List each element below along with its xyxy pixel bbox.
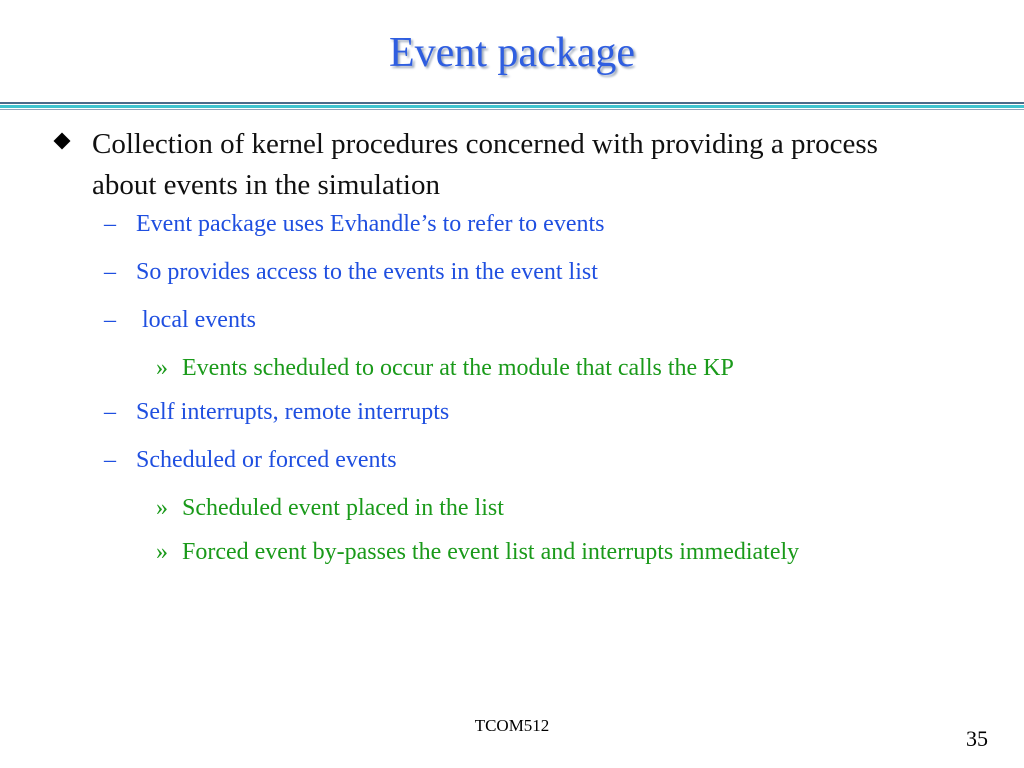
sub-item-text: local events <box>136 307 256 333</box>
sub-sub-item-text: Forced event by-passes the event list and interrupts immediately <box>182 539 800 565</box>
title-divider-line <box>0 102 1024 104</box>
sub-item-text: Scheduled or forced events <box>136 447 397 473</box>
main-bullet-text: Collection of kernel procedures concerned with providing a process about events in the simulation <box>92 128 878 201</box>
sub-item <box>104 398 449 426</box>
sub-item <box>104 306 256 334</box>
slide-title: Event package <box>388 30 636 76</box>
diamond-bullet-icon <box>54 133 71 150</box>
raquo-bullet: » <box>156 355 168 381</box>
sub-item-text: Event package uses Evhandle’s to refer to events <box>136 211 605 237</box>
raquo-bullet: » <box>156 495 168 521</box>
dash-bullet: – <box>104 399 116 425</box>
raquo-bullet: » <box>156 539 168 565</box>
sub-sub-item <box>156 354 734 382</box>
sub-sub-item <box>156 494 504 522</box>
title-divider-accent <box>0 105 1024 108</box>
sub-item <box>104 258 598 286</box>
sub-item-text: So provides access to the events in the event list <box>136 259 598 285</box>
sub-item <box>104 446 397 474</box>
footer-course-code: TCOM512 <box>474 716 550 735</box>
sub-sub-item-text: Events scheduled to occur at the module that calls the KP <box>182 355 734 381</box>
sub-sub-item-text: Scheduled event placed in the list <box>182 495 504 521</box>
dash-bullet: – <box>104 259 116 285</box>
title-divider-line-lower <box>0 109 1024 110</box>
sub-sub-item <box>156 538 799 566</box>
dash-bullet: – <box>104 307 116 333</box>
sub-item-text: Self interrupts, remote interrupts <box>136 399 450 425</box>
dash-bullet: – <box>104 211 116 237</box>
page-number: 35 <box>966 726 988 751</box>
sub-item <box>104 210 605 238</box>
dash-bullet: – <box>104 447 116 473</box>
